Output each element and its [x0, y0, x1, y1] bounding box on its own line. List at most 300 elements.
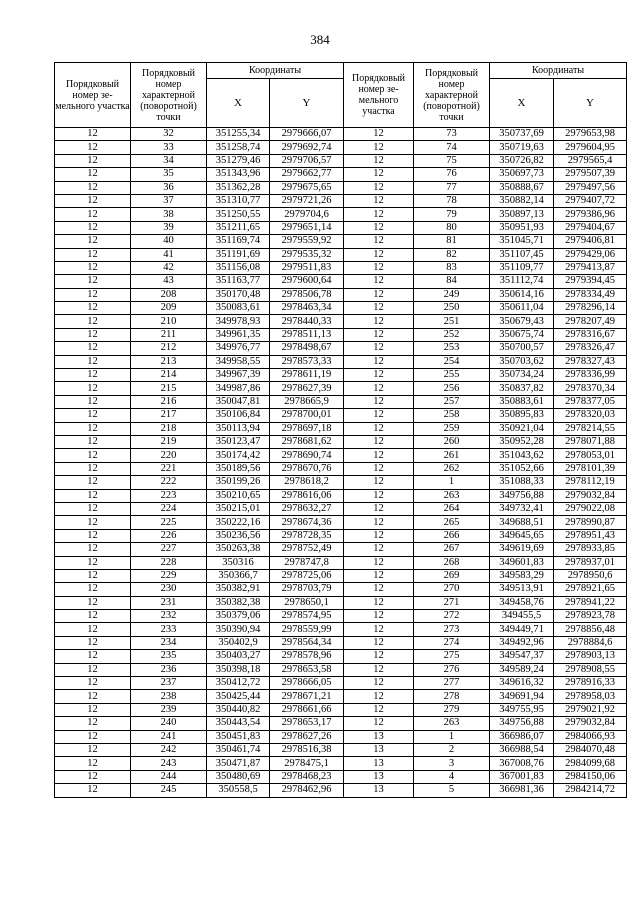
point-cell: 212	[131, 342, 207, 355]
parcel-cell: 12	[55, 208, 131, 221]
y-cell: 2978700,01	[270, 409, 344, 422]
table-header	[55, 63, 627, 128]
y-cell: 2979600,64	[270, 275, 344, 288]
x-cell: 350403,27	[207, 650, 270, 663]
parcel-cell: 12	[55, 154, 131, 167]
y-cell-right: 2978958,03	[554, 690, 627, 703]
x-cell-right: 349449,71	[490, 623, 554, 636]
header-coordinates: Координаты	[207, 63, 344, 79]
point-cell-right: 250	[414, 302, 490, 315]
table-row	[55, 596, 627, 609]
table-row	[55, 757, 627, 770]
point-cell: 221	[131, 462, 207, 475]
x-cell-right: 366986,07	[490, 730, 554, 743]
table-row	[55, 462, 627, 475]
point-cell: 210	[131, 315, 207, 328]
table-row	[55, 409, 627, 422]
point-cell: 241	[131, 730, 207, 743]
y-cell: 2978462,96	[270, 784, 344, 797]
point-cell-right: 1	[414, 476, 490, 489]
header-y-right: Y	[554, 79, 627, 128]
x-cell-right: 349547,37	[490, 650, 554, 663]
table-row	[55, 677, 627, 690]
parcel-cell: 12	[55, 489, 131, 502]
y-cell: 2978564,34	[270, 636, 344, 649]
table-row	[55, 569, 627, 582]
parcel-cell: 12	[55, 422, 131, 435]
y-cell-right: 2978884,6	[554, 636, 627, 649]
parcel-cell: 12	[55, 650, 131, 663]
parcel-cell-right: 12	[344, 650, 414, 663]
point-cell-right: 251	[414, 315, 490, 328]
table-row	[55, 181, 627, 194]
x-cell: 350382,38	[207, 596, 270, 609]
y-cell: 2979675,65	[270, 181, 344, 194]
x-cell: 350480,69	[207, 770, 270, 783]
y-cell: 2978511,13	[270, 328, 344, 341]
table-row	[55, 302, 627, 315]
y-cell-right: 2984066,93	[554, 730, 627, 743]
x-cell-right: 351088,33	[490, 476, 554, 489]
point-cell-right: 252	[414, 328, 490, 341]
x-cell-right: 349616,32	[490, 677, 554, 690]
y-cell: 2978725,06	[270, 569, 344, 582]
x-cell: 350316	[207, 556, 270, 569]
x-cell: 349976,77	[207, 342, 270, 355]
y-cell-right: 2979021,92	[554, 703, 627, 716]
parcel-cell-right: 12	[344, 610, 414, 623]
y-cell: 2978618,2	[270, 476, 344, 489]
parcel-cell: 12	[55, 168, 131, 181]
y-cell-right: 2978326,47	[554, 342, 627, 355]
point-cell-right: 80	[414, 221, 490, 234]
y-cell-right: 2978112,19	[554, 476, 627, 489]
parcel-cell: 12	[55, 529, 131, 542]
header-parcel-number: Порядковый номер зе-мельного участка	[55, 63, 131, 128]
table-row	[55, 502, 627, 515]
x-cell: 350113,94	[207, 422, 270, 435]
coordinates-table	[54, 62, 627, 798]
x-cell: 349967,39	[207, 369, 270, 382]
x-cell: 351250,55	[207, 208, 270, 221]
y-cell: 2978516,38	[270, 743, 344, 756]
x-cell-right: 350675,74	[490, 328, 554, 341]
point-cell-right: 79	[414, 208, 490, 221]
parcel-cell-right: 12	[344, 288, 414, 301]
x-cell-right: 349645,65	[490, 529, 554, 542]
y-cell-right: 2978370,34	[554, 382, 627, 395]
point-cell: 40	[131, 235, 207, 248]
point-cell: 233	[131, 623, 207, 636]
x-cell-right: 349691,94	[490, 690, 554, 703]
point-cell-right: 2	[414, 743, 490, 756]
y-cell: 2978498,67	[270, 342, 344, 355]
y-cell: 2978468,23	[270, 770, 344, 783]
table-row	[55, 529, 627, 542]
point-cell: 236	[131, 663, 207, 676]
parcel-cell: 12	[55, 355, 131, 368]
point-cell-right: 264	[414, 502, 490, 515]
point-cell: 242	[131, 743, 207, 756]
point-cell: 33	[131, 141, 207, 154]
table-row	[55, 208, 627, 221]
parcel-cell-right: 12	[344, 275, 414, 288]
x-cell-right: 350737,69	[490, 128, 554, 141]
parcel-cell: 12	[55, 569, 131, 582]
y-cell: 2979704,6	[270, 208, 344, 221]
parcel-cell-right: 12	[344, 489, 414, 502]
point-cell: 35	[131, 168, 207, 181]
table-row	[55, 636, 627, 649]
parcel-cell-right: 12	[344, 703, 414, 716]
y-cell: 2978574,95	[270, 610, 344, 623]
parcel-cell-right: 12	[344, 449, 414, 462]
x-cell: 349958,55	[207, 355, 270, 368]
page-number: 384	[310, 32, 330, 47]
y-cell: 2978666,05	[270, 677, 344, 690]
table-row	[55, 703, 627, 716]
table-row	[55, 395, 627, 408]
header-x: X	[207, 79, 270, 128]
table-row	[55, 583, 627, 596]
table-row	[55, 288, 627, 301]
parcel-cell-right: 12	[344, 221, 414, 234]
table-row	[55, 154, 627, 167]
y-cell-right: 2979404,67	[554, 221, 627, 234]
point-cell-right: 266	[414, 529, 490, 542]
y-cell-right: 2978916,33	[554, 677, 627, 690]
parcel-cell-right: 12	[344, 422, 414, 435]
y-cell: 2978463,34	[270, 302, 344, 315]
x-cell-right: 350837,82	[490, 382, 554, 395]
x-cell: 351279,46	[207, 154, 270, 167]
parcel-cell-right: 13	[344, 743, 414, 756]
header-x-right: X	[490, 79, 554, 128]
x-cell-right: 350882,14	[490, 194, 554, 207]
parcel-cell-right: 12	[344, 328, 414, 341]
table-row	[55, 516, 627, 529]
parcel-cell: 12	[55, 342, 131, 355]
parcel-cell-right: 12	[344, 677, 414, 690]
table-row	[55, 221, 627, 234]
y-cell-right: 2979413,87	[554, 261, 627, 274]
point-cell-right: 259	[414, 422, 490, 435]
parcel-cell: 12	[55, 288, 131, 301]
y-cell-right: 2979429,06	[554, 248, 627, 261]
parcel-cell-right: 12	[344, 382, 414, 395]
y-cell: 2978506,78	[270, 288, 344, 301]
point-cell-right: 271	[414, 596, 490, 609]
point-cell: 224	[131, 502, 207, 515]
parcel-cell-right: 12	[344, 128, 414, 141]
table-row	[55, 556, 627, 569]
x-cell: 350236,56	[207, 529, 270, 542]
point-cell: 220	[131, 449, 207, 462]
x-cell: 350382,91	[207, 583, 270, 596]
y-cell: 2978627,26	[270, 730, 344, 743]
x-cell: 350461,74	[207, 743, 270, 756]
point-cell: 222	[131, 476, 207, 489]
point-cell-right: 262	[414, 462, 490, 475]
parcel-cell-right: 12	[344, 583, 414, 596]
x-cell-right: 350897,13	[490, 208, 554, 221]
table-row	[55, 784, 627, 797]
parcel-cell: 12	[55, 128, 131, 141]
table-row	[55, 690, 627, 703]
point-cell: 41	[131, 248, 207, 261]
point-cell: 211	[131, 328, 207, 341]
x-cell: 351211,65	[207, 221, 270, 234]
point-cell: 214	[131, 369, 207, 382]
parcel-cell: 12	[55, 677, 131, 690]
x-cell: 350263,38	[207, 543, 270, 556]
parcel-cell: 12	[55, 194, 131, 207]
parcel-cell: 12	[55, 315, 131, 328]
table-row	[55, 382, 627, 395]
y-cell: 2978703,79	[270, 583, 344, 596]
point-cell-right: 278	[414, 690, 490, 703]
parcel-cell-right: 12	[344, 261, 414, 274]
table-row	[55, 717, 627, 730]
y-cell: 2978661,66	[270, 703, 344, 716]
point-cell-right: 255	[414, 369, 490, 382]
x-cell: 351343,96	[207, 168, 270, 181]
x-cell-right: 349583,29	[490, 569, 554, 582]
point-cell-right: 74	[414, 141, 490, 154]
x-cell: 350440,82	[207, 703, 270, 716]
y-cell-right: 2978937,01	[554, 556, 627, 569]
x-cell-right: 349601,83	[490, 556, 554, 569]
x-cell: 350390,94	[207, 623, 270, 636]
parcel-cell-right: 12	[344, 342, 414, 355]
parcel-cell-right: 12	[344, 516, 414, 529]
parcel-cell-right: 13	[344, 730, 414, 743]
y-cell-right: 2978951,43	[554, 529, 627, 542]
y-cell-right: 2978377,05	[554, 395, 627, 408]
parcel-cell-right: 13	[344, 757, 414, 770]
y-cell: 2978665,9	[270, 395, 344, 408]
y-cell: 2978697,18	[270, 422, 344, 435]
parcel-cell-right: 12	[344, 663, 414, 676]
x-cell-right: 350952,28	[490, 435, 554, 448]
point-cell-right: 78	[414, 194, 490, 207]
x-cell-right: 350697,73	[490, 168, 554, 181]
point-cell: 219	[131, 435, 207, 448]
header-y: Y	[270, 79, 344, 128]
point-cell-right: 249	[414, 288, 490, 301]
point-cell: 218	[131, 422, 207, 435]
y-cell: 2978616,06	[270, 489, 344, 502]
point-cell: 244	[131, 770, 207, 783]
parcel-cell: 12	[55, 770, 131, 783]
point-cell-right: 277	[414, 677, 490, 690]
x-cell: 350210,65	[207, 489, 270, 502]
point-cell-right: 265	[414, 516, 490, 529]
point-cell: 229	[131, 569, 207, 582]
x-cell-right: 350734,24	[490, 369, 554, 382]
y-cell-right: 2978053,01	[554, 449, 627, 462]
parcel-cell: 12	[55, 409, 131, 422]
x-cell: 350047,81	[207, 395, 270, 408]
point-cell-right: 260	[414, 435, 490, 448]
y-cell-right: 2978071,88	[554, 435, 627, 448]
x-cell: 351156,08	[207, 261, 270, 274]
header-point-number-right: Порядковый номер характерной (поворотной) точки	[414, 63, 490, 128]
y-cell-right: 2978334,49	[554, 288, 627, 301]
parcel-cell: 12	[55, 476, 131, 489]
y-cell-right: 2979653,98	[554, 128, 627, 141]
y-cell: 2978632,27	[270, 502, 344, 515]
point-cell-right: 253	[414, 342, 490, 355]
x-cell-right: 349756,88	[490, 717, 554, 730]
y-cell: 2978573,33	[270, 355, 344, 368]
parcel-cell-right: 12	[344, 476, 414, 489]
table-row	[55, 342, 627, 355]
y-cell-right: 2979406,81	[554, 235, 627, 248]
x-cell-right: 351052,66	[490, 462, 554, 475]
point-cell: 232	[131, 610, 207, 623]
parcel-cell: 12	[55, 502, 131, 515]
point-cell-right: 3	[414, 757, 490, 770]
x-cell: 349961,35	[207, 328, 270, 341]
parcel-cell-right: 12	[344, 248, 414, 261]
table-row	[55, 489, 627, 502]
parcel-cell: 12	[55, 395, 131, 408]
point-cell: 227	[131, 543, 207, 556]
parcel-cell-right: 12	[344, 168, 414, 181]
y-cell-right: 2978856,48	[554, 623, 627, 636]
point-cell-right: 258	[414, 409, 490, 422]
table-row	[55, 355, 627, 368]
y-cell: 2978728,35	[270, 529, 344, 542]
parcel-cell-right: 12	[344, 462, 414, 475]
y-cell-right: 2979507,39	[554, 168, 627, 181]
point-cell-right: 5	[414, 784, 490, 797]
parcel-cell: 12	[55, 382, 131, 395]
point-cell-right: 82	[414, 248, 490, 261]
point-cell-right: 73	[414, 128, 490, 141]
parcel-cell-right: 13	[344, 784, 414, 797]
table-row	[55, 194, 627, 207]
y-cell: 2978752,49	[270, 543, 344, 556]
table-row	[55, 369, 627, 382]
y-cell: 2978674,36	[270, 516, 344, 529]
point-cell-right: 273	[414, 623, 490, 636]
point-cell: 39	[131, 221, 207, 234]
point-cell-right: 254	[414, 355, 490, 368]
point-cell-right: 84	[414, 275, 490, 288]
y-cell: 2979666,07	[270, 128, 344, 141]
y-cell-right: 2979032,84	[554, 717, 627, 730]
parcel-cell: 12	[55, 543, 131, 556]
point-cell-right: 276	[414, 663, 490, 676]
parcel-cell: 12	[55, 462, 131, 475]
parcel-cell: 12	[55, 623, 131, 636]
y-cell-right: 2979497,56	[554, 181, 627, 194]
y-cell: 2978670,76	[270, 462, 344, 475]
parcel-cell: 12	[55, 596, 131, 609]
table-row	[55, 435, 627, 448]
point-cell-right: 256	[414, 382, 490, 395]
y-cell: 2978559,99	[270, 623, 344, 636]
x-cell: 350558,5	[207, 784, 270, 797]
table-row	[55, 543, 627, 556]
x-cell-right: 349455,5	[490, 610, 554, 623]
parcel-cell: 12	[55, 261, 131, 274]
parcel-cell-right: 12	[344, 181, 414, 194]
point-cell: 245	[131, 784, 207, 797]
x-cell-right: 366988,54	[490, 743, 554, 756]
point-cell: 37	[131, 194, 207, 207]
point-cell: 225	[131, 516, 207, 529]
x-cell-right: 349756,88	[490, 489, 554, 502]
header-coordinates-right: Координаты	[490, 63, 627, 79]
parcel-cell: 12	[55, 516, 131, 529]
y-cell-right: 2978207,49	[554, 315, 627, 328]
x-cell: 350425,44	[207, 690, 270, 703]
table-body	[55, 128, 627, 798]
parcel-cell-right: 12	[344, 690, 414, 703]
y-cell: 2978690,74	[270, 449, 344, 462]
parcel-cell-right: 12	[344, 717, 414, 730]
point-cell: 217	[131, 409, 207, 422]
table-row	[55, 623, 627, 636]
x-cell-right: 349458,76	[490, 596, 554, 609]
x-cell-right: 349688,51	[490, 516, 554, 529]
x-cell-right: 351109,77	[490, 261, 554, 274]
parcel-cell-right: 12	[344, 355, 414, 368]
point-cell: 43	[131, 275, 207, 288]
y-cell-right: 2984150,06	[554, 770, 627, 783]
parcel-cell: 12	[55, 690, 131, 703]
y-cell-right: 2978921,65	[554, 583, 627, 596]
y-cell: 2978653,58	[270, 663, 344, 676]
point-cell-right: 279	[414, 703, 490, 716]
point-cell: 238	[131, 690, 207, 703]
x-cell-right: 351112,74	[490, 275, 554, 288]
parcel-cell: 12	[55, 610, 131, 623]
parcel-cell: 12	[55, 743, 131, 756]
x-cell: 350379,06	[207, 610, 270, 623]
y-cell: 2979706,57	[270, 154, 344, 167]
point-cell: 243	[131, 757, 207, 770]
y-cell-right: 2978908,55	[554, 663, 627, 676]
x-cell: 351169,74	[207, 235, 270, 248]
point-cell-right: 263	[414, 717, 490, 730]
x-cell: 350083,61	[207, 302, 270, 315]
parcel-cell-right: 12	[344, 302, 414, 315]
parcel-cell: 12	[55, 275, 131, 288]
table-row	[55, 261, 627, 274]
parcel-cell-right: 12	[344, 235, 414, 248]
x-cell-right: 349619,69	[490, 543, 554, 556]
point-cell-right: 270	[414, 583, 490, 596]
point-cell: 239	[131, 703, 207, 716]
x-cell: 350412,72	[207, 677, 270, 690]
point-cell: 213	[131, 355, 207, 368]
parcel-cell: 12	[55, 703, 131, 716]
x-cell: 350106,84	[207, 409, 270, 422]
y-cell-right: 2979022,08	[554, 502, 627, 515]
table-row	[55, 128, 627, 141]
y-cell: 2978653,17	[270, 717, 344, 730]
header-parcel-number-right: Порядковый номер зе-мельного участка	[344, 63, 414, 128]
x-cell: 350222,16	[207, 516, 270, 529]
parcel-cell-right: 12	[344, 596, 414, 609]
table-row	[55, 275, 627, 288]
parcel-cell-right: 12	[344, 141, 414, 154]
parcel-cell-right: 12	[344, 315, 414, 328]
